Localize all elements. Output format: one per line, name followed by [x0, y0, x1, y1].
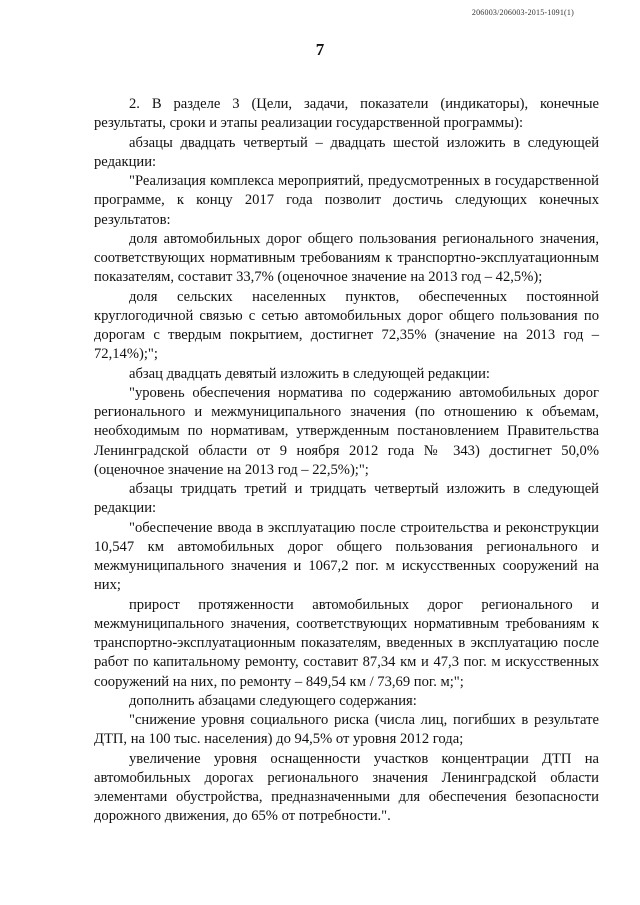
paragraph-result: прирост протяженности автомобильных дорог регионального и межмуниципального значения, соответствующих нормативным требованиям к транспортно-эксплуатационным показателям, введенных в эксплуатацию после работ по капитальному ремонту, составит 87,34 км и 47,3 пог. м искусственных сооружений на них, по ремонту – 849,54 км / 73,69 пог. м;";: [94, 596, 599, 690]
paragraph-quote: "снижение уровня социального риска (числа лиц, погибших в результате ДТП, на 100 тыс. населения) до 94,5% от уровня 2012 года;: [94, 712, 599, 748]
paragraph-instruction: абзац двадцать девятый изложить в следующей редакции:: [129, 365, 490, 382]
paragraph-instruction: абзацы тридцать третий и тридцать четвертый изложить в следующей редакции:: [94, 481, 599, 517]
paragraph-quote: "Реализация комплекса мероприятий, предусмотренных в государственной программе, к концу 2017 года позволит достичь следующих конечных результатов:: [94, 173, 599, 228]
page-number: 7: [315, 40, 325, 59]
paragraph-result: увеличение уровня оснащенности участков концентрации ДТП на автомобильных дорогах регионального значения Ленинградской области элементами обустройства, предназначенными для обеспечения безопасности дорожного движения, до 65% от потребности.".: [94, 750, 599, 825]
document-id: 206003/206003-2015-1091(1): [471, 8, 574, 17]
paragraph-quote: "уровень обеспечения норматива по содержанию автомобильных дорог регионального и межмуниципального значения (по отношению к объемам, необходимым по нормативам, утвержденным постановлением Правительства Ленинградской области от 9 ноября 2012 года № 343) достигнет 50,0% (оценочное значение на 2013 год – 22,5%);";: [94, 384, 599, 478]
paragraph-result: доля сельских населенных пунктов, обеспеченных постоянной круглогодичной связью с сетью автомобильных дорог общего пользования по дорогам с твердым покрытием, достигнет 72,35% (значение на 2013 год – 72,14%);";: [94, 288, 599, 363]
paragraph-quote: "обеспечение ввода в эксплуатацию после строительства и реконструкции 10,547 км автомобильных дорог общего пользования регионального и межмуниципального значения и 1067,2 пог. м искусственных сооружений на них;: [94, 519, 599, 594]
paragraph-result: доля автомобильных дорог общего пользования регионального значения, соответствующих нормативным требованиям к транспортно-эксплуатационным показателям, составит 33,7% (оценочное значение на 2013 год – 42,5%);: [94, 230, 599, 286]
paragraph-instruction: абзацы двадцать четвертый – двадцать шестой изложить в следующей редакции:: [94, 134, 599, 170]
paragraph-instruction: дополнить абзацами следующего содержания:: [129, 692, 417, 709]
document-body: [94, 95, 599, 827]
paragraph-section-intro: 2. В разделе 3 (Цели, задачи, показатели (индикаторы), конечные результаты, сроки и этапы реализации государственной программы):: [94, 96, 599, 132]
